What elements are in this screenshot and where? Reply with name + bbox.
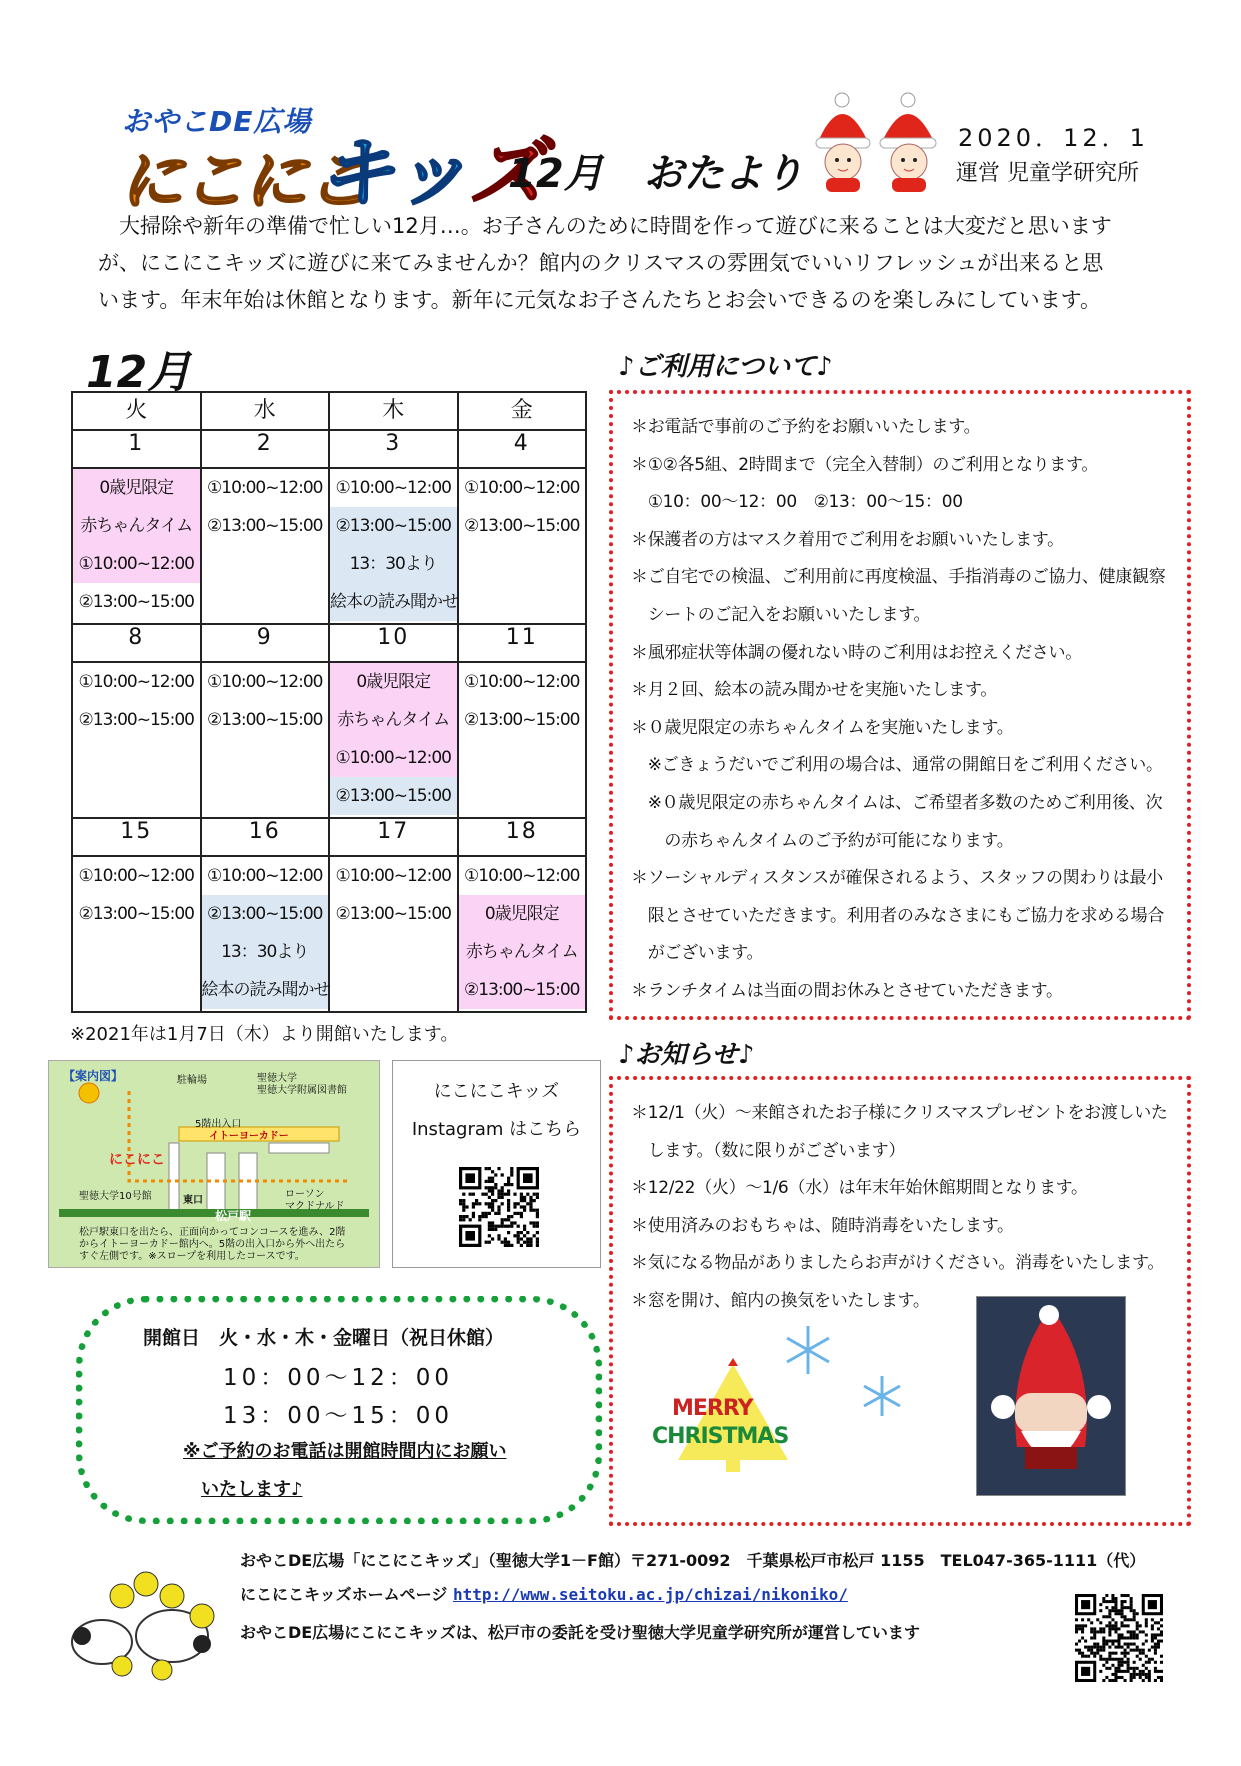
- list-item: ＊月２回、絵本の読み聞かせを実施いたします。: [631, 680, 998, 701]
- schedule-line: ①10:00~12:00: [78, 672, 194, 692]
- calendar-cell: [458, 662, 587, 818]
- instagram-label: にこにこキッズ: [433, 1081, 560, 1102]
- calendar-cell: [458, 468, 587, 624]
- access-map: [48, 1060, 380, 1268]
- list-item: がございます。: [631, 943, 764, 964]
- santa-kid-right: [880, 93, 936, 192]
- map-building: 聖徳大学10号館: [79, 1191, 152, 1202]
- calendar-date: 3: [329, 430, 458, 468]
- schedule-line: ①10:00~12:00: [464, 478, 580, 498]
- schedule-line: 13：30より: [330, 545, 457, 583]
- calendar-cell: [72, 662, 201, 818]
- calendar-day-header: 金: [458, 392, 587, 430]
- schedule-line: ②13:00~15:00: [330, 507, 457, 545]
- santa-kids-illustration: [812, 92, 942, 194]
- calendar-date: 18: [458, 818, 587, 856]
- schedule-line: ②13:00~15:00: [202, 895, 329, 933]
- usage-title: ♪ご利用について♪: [618, 352, 833, 382]
- calendar-date: 1: [72, 430, 201, 468]
- schedule-line: 0歳児限定: [330, 663, 457, 701]
- calendar-cell: [329, 856, 458, 1012]
- issue-date: 2020．12．1: [958, 124, 1149, 152]
- calendar-cell: [201, 662, 330, 818]
- calendar-cell: [329, 468, 458, 624]
- calendar-date: 8: [72, 624, 201, 662]
- map-title: 【案内図】: [63, 1069, 124, 1083]
- footer-operator-note: おやこDE広場にこにこキッズは、松戸市の委託を受け聖徳大学児童学研究所が運営しています: [240, 1623, 920, 1642]
- schedule-line: ②13:00~15:00: [464, 710, 580, 730]
- calendar-cell: [72, 856, 201, 1012]
- xmas-merry: MERRY: [672, 1396, 753, 1421]
- santa-photo-image: [977, 1297, 1125, 1495]
- calendar-cell: [201, 468, 330, 624]
- calendar-date: 15: [72, 818, 201, 856]
- schedule-line: ①10:00~12:00: [207, 866, 323, 886]
- calendar-schedule-row: [72, 662, 586, 818]
- opening-hours-box: [76, 1296, 602, 1524]
- list-item: ①10：00～12：00 ②13：00～15：00: [631, 492, 963, 513]
- intro-line: 大掃除や新年の準備で忙しい12月…。お子さんのために時間を作って遊びに来ることは大変だと思います: [119, 214, 1112, 238]
- list-item: ＊ご自宅での検温、ご利用前に再度検温、手指消毒のご協力、健康観察: [631, 567, 1166, 588]
- schedule-line: ①10:00~12:00: [464, 866, 580, 886]
- calendar-date: 10: [329, 624, 458, 662]
- calendar-schedule-row: [72, 468, 586, 624]
- calendar-table: [71, 391, 587, 1013]
- notice-title: ♪お知らせ♪: [618, 1040, 755, 1070]
- ducks-illustration: [62, 1556, 222, 1686]
- instagram-qr-icon[interactable]: [459, 1167, 539, 1247]
- schedule-line: ①10:00~12:00: [335, 478, 451, 498]
- list-item: ＊ソーシャルディスタンスが確保されるよう、スタッフの関わりは最小: [631, 868, 1163, 889]
- schedule-line: ②13:00~15:00: [464, 516, 580, 536]
- list-item: ＊お電話で事前のご予約をお願いいたします。: [631, 417, 981, 437]
- santa-craft-photo: [976, 1296, 1126, 1496]
- intro-line: います。年末年始は休館となります。新年に元気なお子さんたちとお会いできるのを楽しみにしています。: [98, 288, 1101, 312]
- opening-slot-2: 13：00～15：00: [223, 1403, 454, 1429]
- xmas-christmas: CHRISTMAS: [652, 1424, 789, 1449]
- instagram-box: [392, 1060, 601, 1268]
- schedule-line: ①10:00~12:00: [78, 866, 194, 886]
- map-bike-parking: 駐輪場: [177, 1075, 207, 1086]
- calendar-cell: [72, 468, 201, 624]
- calendar-date-row: [72, 624, 586, 662]
- logo-subtitle: おやこDE広場: [122, 105, 312, 138]
- santa-kid-left: [816, 93, 870, 192]
- usage-box: [609, 390, 1191, 1020]
- list-item: ＊風邪症状等体調の優れない時のご利用はお控えください。: [631, 642, 1082, 663]
- schedule-line: 赤ちゃんタイム: [330, 701, 457, 739]
- instagram-link-text: Instagram はこちら: [411, 1119, 582, 1140]
- list-item: ＊保護者の方はマスク着用でご利用をお願いいたします。: [631, 529, 1064, 550]
- list-item: ＊０歳児限定の赤ちゃんタイムを実施いたします。: [631, 717, 1014, 738]
- homepage-link[interactable]: http://www.seitoku.ac.jp/chizai/nikoniko/: [452, 1585, 848, 1604]
- schedule-line: ②13:00~15:00: [207, 710, 323, 730]
- map-university: 聖徳大学: [257, 1073, 297, 1084]
- schedule-line: ①10:00~12:00: [207, 478, 323, 498]
- schedule-line: 0歳児限定: [73, 469, 200, 507]
- calendar-header-row: [72, 392, 586, 430]
- calendar-date: 9: [201, 624, 330, 662]
- snowflake-icon: [858, 1372, 906, 1420]
- footer-homepage: [240, 1582, 848, 1605]
- schedule-line: ①10:00~12:00: [464, 672, 580, 692]
- schedule-line: ①10:00~12:00: [335, 866, 451, 886]
- schedule-line: ②13:00~15:00: [459, 971, 586, 1009]
- list-item: ＊使用済みのおもちゃは、随時消毒をいたします。: [631, 1215, 1014, 1236]
- schedule-line: ①10:00~12:00: [73, 545, 200, 583]
- homepage-qr-icon[interactable]: [1075, 1594, 1163, 1682]
- schedule-line: ②13:00~15:00: [78, 592, 194, 612]
- page-title: 12月 おたより: [508, 151, 804, 197]
- calendar-date-row: [72, 818, 586, 856]
- map-east-exit: 東口: [183, 1195, 203, 1206]
- reopen-note: ※2021年は1月7日（木）より開館いたします。: [70, 1024, 459, 1045]
- calendar-date: 16: [201, 818, 330, 856]
- calendar-schedule-row: [72, 856, 586, 1012]
- list-item: ＊12/22（火）～1/6（水）は年末年始休館期間となります。: [631, 1178, 1088, 1199]
- list-item: ＊①②各5組、2時間まで（完全入替制）のご利用となります。: [631, 454, 1099, 475]
- schedule-line: 絵本の読み聞かせ: [202, 971, 329, 1009]
- schedule-line: ②13:00~15:00: [335, 904, 451, 924]
- schedule-line: 0歳児限定: [459, 895, 586, 933]
- list-item: ＊気になる物品がありましたらお声がけください。消毒をいたします。: [631, 1253, 1165, 1274]
- schedule-line: ②13:00~15:00: [207, 516, 323, 536]
- calendar-date: 2: [201, 430, 330, 468]
- calendar-date-row: [72, 430, 586, 468]
- list-item: ※ごきょうだいでご利用の場合は、通常の開館日をご利用ください。: [631, 755, 1163, 776]
- schedule-line: ②13:00~15:00: [330, 777, 457, 815]
- logo-kids-a: キッ: [318, 128, 469, 217]
- intro-line: が、にこにこキッズに遊びに来てみませんか？館内のクリスマスの雰囲気でいいリフレッシュが出来ると思: [98, 251, 1104, 275]
- schedule-line: 赤ちゃんタイム: [73, 507, 200, 545]
- opening-days: 開館日 火・水・木・金曜日（祝日休館）: [143, 1327, 505, 1349]
- map-directions: 松戸駅東口を出たら、正面向かってコンコースを進み、2階からイトーヨーカドー館内へ。5階の出入口から外へ出たらすぐ左側です。※スロープを利用したコースです。: [79, 1227, 346, 1262]
- map-logo: にこにこ: [109, 1152, 165, 1168]
- opening-slot-1: 10：00～12：00: [223, 1365, 454, 1391]
- list-item: ＊ランチタイムは当面の間お休みとさせていただきます。: [631, 981, 1063, 1001]
- merry-christmas-art: [652, 1356, 798, 1476]
- map-entrance: 5階出入口: [195, 1119, 242, 1130]
- reservation-note-cont: いたします♪: [201, 1479, 303, 1500]
- schedule-line: ①10:00~12:00: [207, 672, 323, 692]
- list-item: の赤ちゃんタイムのご予約が可能になります。: [631, 830, 1014, 851]
- homepage-label: にこにこキッズホームページ: [240, 1585, 448, 1604]
- map-lawson: ローソン: [285, 1189, 325, 1200]
- list-item: 限とさせていただきます。利用者のみなさまにもご協力を求める場合: [631, 905, 1165, 926]
- list-item: します。（数に限りがございます）: [631, 1140, 906, 1161]
- calendar-day-header: 火: [72, 392, 201, 430]
- map-store: イトーヨーカドー: [209, 1131, 289, 1142]
- map-library: 聖徳大学附属図書館: [257, 1085, 347, 1096]
- calendar-day-header: 木: [329, 392, 458, 430]
- logo-kids-b: ズ: [468, 128, 545, 217]
- list-item: ＊窓を開け、館内の換気をいたします。: [631, 1291, 930, 1311]
- schedule-line: 赤ちゃんタイム: [459, 933, 586, 971]
- intro-text: [98, 208, 1158, 319]
- list-item: ＊12/1（火）～来館されたお子様にクリスマスプレゼントをお渡しいた: [631, 1103, 1168, 1123]
- list-item: ※０歳児限定の赤ちゃんタイムは、ご希望者多数のためご利用後、次: [631, 793, 1163, 813]
- schedule-line: ②13:00~15:00: [78, 710, 194, 730]
- calendar-cell: [458, 856, 587, 1012]
- schedule-line: 13：30より: [202, 933, 329, 971]
- schedule-line: ②13:00~15:00: [78, 904, 194, 924]
- schedule-line: 絵本の読み聞かせ: [330, 583, 457, 621]
- calendar-date: 4: [458, 430, 587, 468]
- operator: 運営 児童学研究所: [956, 161, 1139, 186]
- map-mcdonalds: マクドナルド: [285, 1201, 345, 1212]
- calendar-title: 12月: [86, 347, 192, 398]
- reservation-note: ※ご予約のお電話は開館時間内にお願い: [183, 1441, 507, 1462]
- calendar-cell: [329, 662, 458, 818]
- schedule-line: ①10:00~12:00: [330, 739, 457, 777]
- footer-address: おやこDE広場「にこにこキッズ」（聖徳大学1－F館）〒271-0092 千葉県松戸市松戸 1155 TEL047-365-1111（代）: [240, 1551, 1146, 1570]
- calendar-cell: [201, 856, 330, 1012]
- calendar-day-header: 水: [201, 392, 330, 430]
- logo-nikoniko: にこにこ: [120, 145, 368, 219]
- calendar-date: 17: [329, 818, 458, 856]
- list-item: シートのご記入をお願いいたします。: [631, 605, 931, 625]
- map-station: 松戸駅: [215, 1209, 252, 1223]
- calendar-date: 11: [458, 624, 587, 662]
